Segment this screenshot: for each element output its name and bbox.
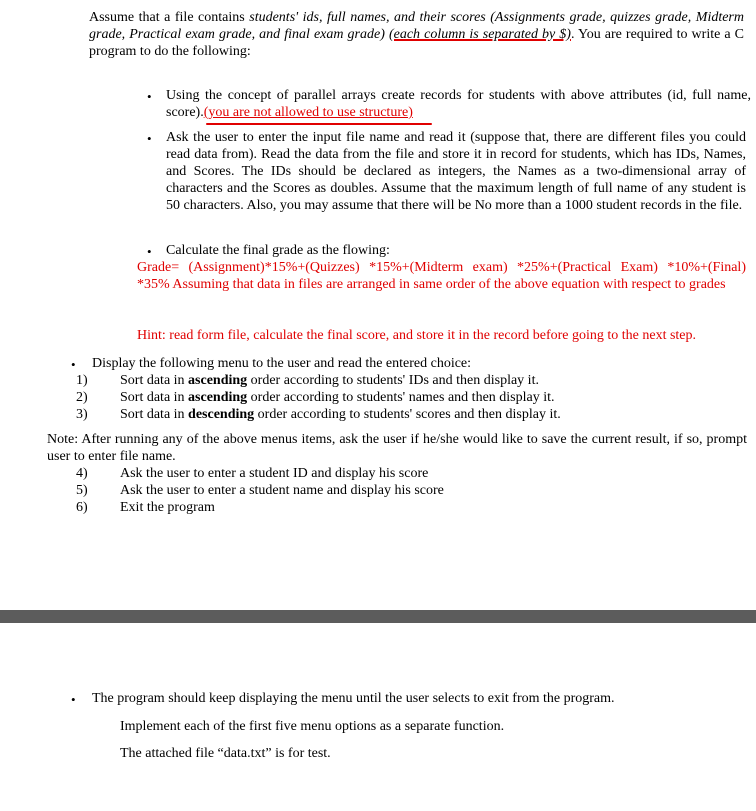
intro-italic: students' ids, full names, and their scores (Assignments grade, quizzes grade, Midterm grade, Practical exam grade, and final exam grade) (89, 10, 744, 42)
menu-item-text: Sort data in (120, 390, 189, 405)
bullet-calc-grade: Calculate the final grade as the flowing: (166, 243, 390, 258)
menu-item-bold: descending (188, 407, 255, 422)
hint-text: Hint: read form file, calculate the final score, and store it in the record before going to the next step. (137, 328, 697, 343)
menu-item-sort-scores (120, 406, 561, 423)
menu-item-text: Sort data in (120, 373, 189, 388)
menu-item-text: order according to students' scores and then display it. (254, 407, 561, 422)
menu-item-number: 4) (76, 466, 88, 481)
column-separator-note: (each column is separated by $) (388, 27, 571, 42)
bullet-icon: • (71, 692, 76, 707)
menu-item-number: 6) (76, 500, 88, 515)
menu-item-number: 3) (76, 407, 88, 422)
no-structure-note: (you are not allowed to use structure) (203, 105, 413, 120)
implement-functions-line: Implement each of the first five menu options as a separate function. (120, 719, 505, 734)
menu-item-text: Sort data in (120, 407, 189, 422)
bullet-icon: • (147, 89, 152, 104)
menu-item-number: 5) (76, 483, 88, 498)
menu-item-search-id: Ask the user to enter a student ID and display his score (120, 466, 429, 481)
intro-text-1: Assume that a file contains (89, 10, 250, 25)
grade-formula: Grade= (Assignment)*15%+(Quizzes) *15%+(Midterm exam) *25%+(Practical Exam) *10%+(Final) *35% Assuming that data in files are arranged in same order of the above equation with respect to grades (137, 260, 746, 292)
menu-item-number: 2) (76, 390, 88, 405)
attached-file-line: The attached file “data.txt” is for test. (120, 746, 331, 761)
bullet-read-file: Ask the user to enter the input file name and read it (suppose that, there are different files you could read data from). Read the data from the file and store it in record for students, which has IDs, Names, and Scores. The IDs should be declared as integers, the Names as a two-dimensional array of characters and the Scores as doubles. Assume that the maximum length of full name of any student is 50 characters. Also, you may assume that there will be No more than a 1000 student records in the file. (166, 130, 746, 213)
bullet-icon: • (71, 357, 76, 372)
bullet-display-menu: Display the following menu to the user and read the entered choice: (92, 356, 472, 371)
note-paragraph: Note: After running any of the above menus items, ask the user if he/she would like to save the current result, if so, prompt user to enter file name. (47, 432, 747, 464)
menu-item-text: order according to students' IDs and then display it. (247, 373, 539, 388)
menu-item-sort-names (120, 389, 555, 406)
menu-item-sort-ids (120, 372, 539, 389)
document-page-2 (0, 623, 756, 811)
page-separator (0, 610, 756, 623)
menu-item-text: order according to students' names and then display it. (247, 390, 555, 405)
bullet-parallel-arrays (166, 87, 751, 121)
intro-text-2: . You are required to write a C program to do the following: (89, 27, 744, 59)
red-underline-mark (206, 123, 432, 125)
menu-item-search-name: Ask the user to enter a student name and display his score (120, 483, 444, 498)
menu-item-bold: ascending (188, 390, 248, 405)
menu-item-number: 1) (76, 373, 88, 388)
keep-menu-bullet: The program should keep displaying the menu until the user selects to exit from the program. (92, 691, 615, 706)
bullet-1-text: Using the concept of parallel arrays create records for students with above attributes (id, full name, score). (166, 88, 751, 120)
bullet-icon: • (147, 244, 152, 259)
bullet-icon: • (147, 131, 152, 146)
intro-paragraph (89, 9, 744, 60)
menu-item-exit: Exit the program (120, 500, 215, 515)
menu-item-bold: ascending (188, 373, 248, 388)
